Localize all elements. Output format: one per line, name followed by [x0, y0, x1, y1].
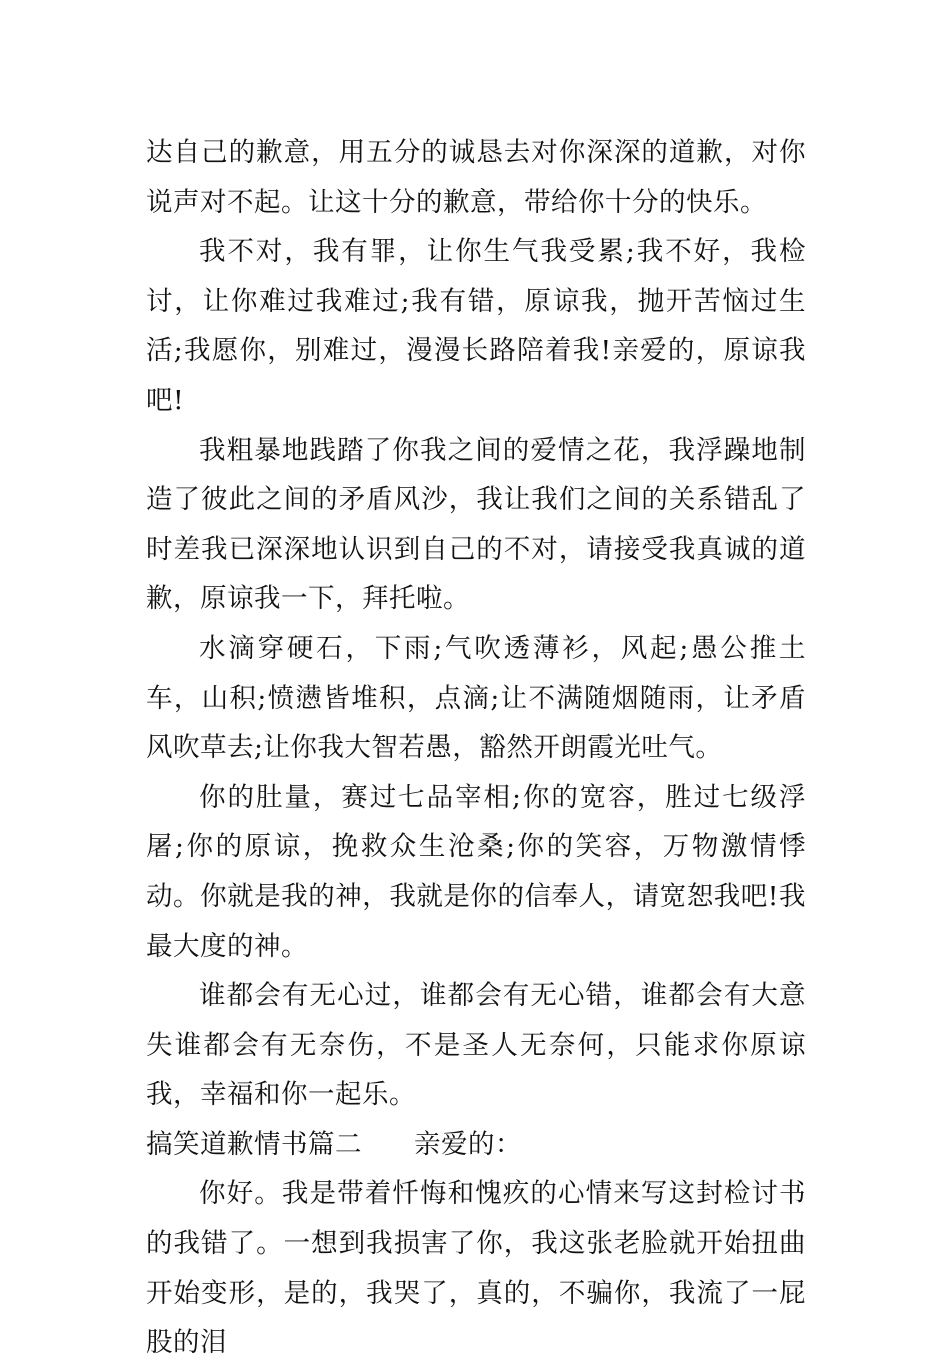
paragraph: 你的肚量，赛过七品宰相;你的宽容，胜过七级浮屠;你的原谅，挽救众生沧桑;你的笑容，万物激情悸动。你就是我的神，我就是你的信奉人，请宽恕我吧!我最大度的神。: [146, 781, 806, 962]
paragraph: 我不对，我有罪，让你生气我受累;我不好，我检讨，让你难过我难过;我有错，原谅我，抛开苦恼过生活;我愿你，别难过，漫漫长路陪着我!亲爱的，原谅我吧!: [146, 236, 806, 416]
document-body: [146, 128, 806, 1368]
paragraph: 我粗暴地践踏了你我之间的爱情之花，我浮躁地制造了彼此之间的矛盾风沙，我让我们之间的关系错乱了时差我已深深地认识到自己的不对，请接受我真诚的道歉，原谅我一下，拜托啦。: [146, 434, 806, 615]
paragraph: 谁都会有无心过，谁都会有无心错，谁都会有大意失谁都会有无奈伤，不是圣人无奈何，只能求你原谅我，幸福和你一起乐。: [146, 980, 806, 1111]
section-heading-line: [146, 1120, 806, 1170]
salutation: 亲爱的：: [414, 1128, 522, 1160]
paragraph: 水滴穿硬石，下雨;气吹透薄衫，风起;愚公推土车，山积;愤懑皆堆积，点滴;让不满随烟随雨，让矛盾风吹草去;让你我大智若愚，豁然开朗霞光吐气。: [146, 632, 806, 764]
section-heading: 搞笑道歉情书篇二: [146, 1128, 362, 1160]
paragraph-continuation: 达自己的歉意，用五分的诚恳去对你深深的道歉，对你说声对不起。让这十分的歉意，带给你十分的快乐。: [146, 137, 806, 218]
paragraph: 你好。我是带着忏悔和愧疚的心情来写这封检讨书的我错了。一想到我损害了你，我这张老脸就开始扭曲开始变形，是的，我哭了，真的，不骗你，我流了一屁股的泪: [146, 1178, 806, 1359]
